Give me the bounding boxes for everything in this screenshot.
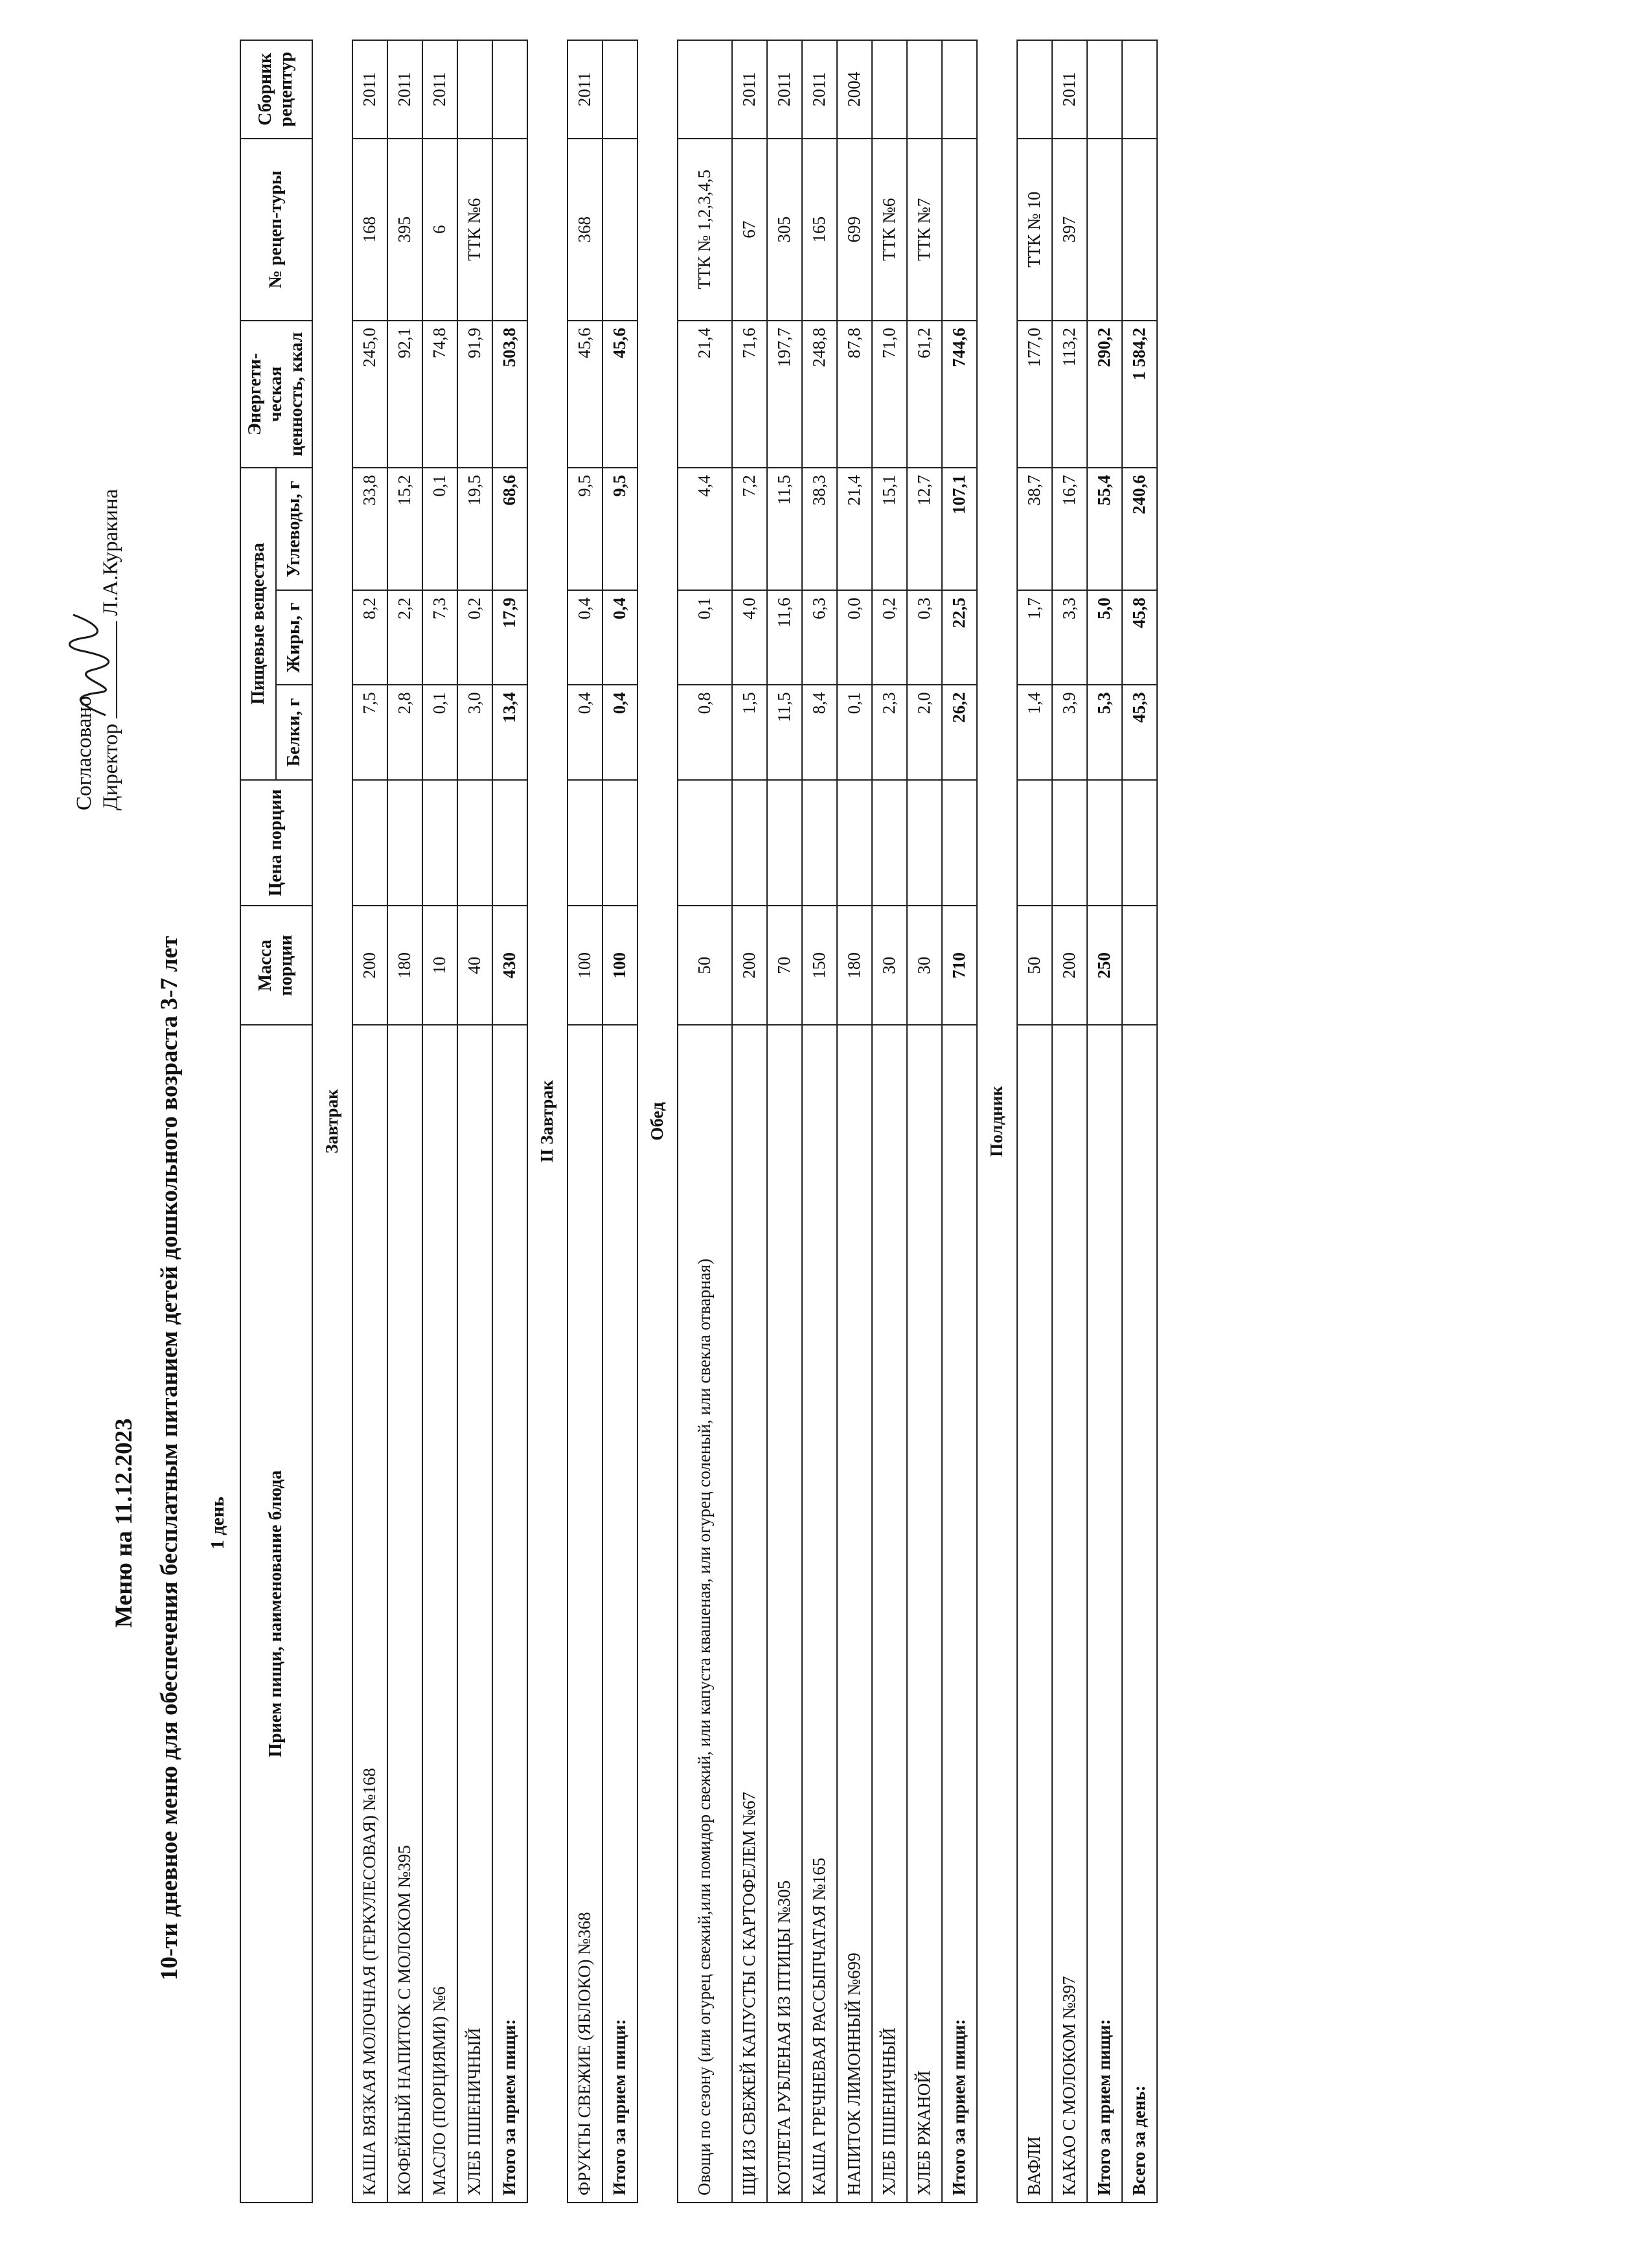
dish-collection: 2011 [1052, 40, 1087, 139]
total-fats: 5,0 [1087, 590, 1122, 685]
dish-collection: 2011 [767, 40, 802, 139]
signature-line [99, 621, 117, 718]
dish-price [422, 780, 457, 906]
dish-name: ЩИ ИЗ СВЕЖЕЙ КАПУСТЫ С КАРТОФЕЛЕМ №67 [732, 1025, 767, 2203]
approval-agreed: Согласовано [73, 696, 96, 810]
dish-carbs: 15,1 [872, 468, 907, 590]
total-proteins: 5,3 [1087, 685, 1122, 779]
dish-price [802, 780, 837, 906]
dish-price [457, 780, 492, 906]
dish-energy: 21,4 [678, 321, 732, 468]
dish-recipe: 168 [352, 139, 387, 321]
dish-collection [1017, 40, 1052, 139]
director-name: Л.А.Куракина [99, 488, 123, 616]
total-row [602, 40, 637, 2203]
table-row [802, 40, 837, 2203]
total-price [1087, 780, 1122, 906]
approval-director-line [98, 227, 124, 810]
dish-carbs: 4,4 [678, 468, 732, 590]
dish-price [907, 780, 942, 906]
dish-energy: 71,6 [732, 321, 767, 468]
total-price [602, 780, 637, 906]
dish-fats: 0,2 [457, 590, 492, 685]
col-price: Цена порции [240, 780, 312, 906]
dish-energy: 248,8 [802, 321, 837, 468]
col-collection: Сборник рецептур [240, 40, 312, 139]
table-row [352, 40, 387, 2203]
table-row [457, 40, 492, 2203]
total-row [1087, 40, 1122, 2203]
dish-energy: 91,9 [457, 321, 492, 468]
total-recipe [942, 139, 977, 321]
dish-fats: 0,2 [872, 590, 907, 685]
dish-name: ХЛЕБ ПШЕНИЧНЫЙ [457, 1025, 492, 2203]
dish-collection [907, 40, 942, 139]
dish-price [1017, 780, 1052, 906]
dish-carbs: 38,3 [802, 468, 837, 590]
total-carbs: 107,1 [942, 468, 977, 590]
day-total-carbs: 240,6 [1122, 468, 1157, 590]
dish-name: ВАФЛИ [1017, 1025, 1052, 2203]
total-collection [942, 40, 977, 139]
dish-proteins: 0,8 [678, 685, 732, 779]
dish-name: КОФЕЙНЫЙ НАПИТОК С МОЛОКОМ №395 [387, 1025, 422, 2203]
dish-mass: 200 [732, 906, 767, 1025]
dish-proteins: 0,1 [837, 685, 872, 779]
table-row [872, 40, 907, 2203]
dish-recipe: 67 [732, 139, 767, 321]
dish-price [872, 780, 907, 906]
dish-carbs: 12,7 [907, 468, 942, 590]
dish-energy: 197,7 [767, 321, 802, 468]
dish-collection [872, 40, 907, 139]
total-proteins: 0,4 [602, 685, 637, 779]
dish-carbs: 21,4 [837, 468, 872, 590]
total-fats: 22,5 [942, 590, 977, 685]
total-label: Итого за прием пищи: [602, 1025, 637, 2203]
dish-energy: 74,8 [422, 321, 457, 468]
approval-block [71, 227, 125, 810]
dish-recipe: 165 [802, 139, 837, 321]
section-title: Полдник [977, 40, 1017, 2203]
dish-proteins: 2,0 [907, 685, 942, 779]
table-row [1052, 40, 1087, 2203]
dish-recipe: 305 [767, 139, 802, 321]
total-label: Итого за прием пищи: [492, 1025, 527, 2203]
total-recipe [1087, 139, 1122, 321]
table-row [1017, 40, 1052, 2203]
dish-carbs: 0,1 [422, 468, 457, 590]
dish-mass: 180 [837, 906, 872, 1025]
col-proteins: Белки, г [276, 685, 312, 779]
total-row [942, 40, 977, 2203]
total-proteins: 26,2 [942, 685, 977, 779]
menu-table [240, 40, 1158, 2203]
col-fats: Жиры, г [276, 590, 312, 685]
dish-price [352, 780, 387, 906]
dish-carbs: 7,2 [732, 468, 767, 590]
dish-mass: 40 [457, 906, 492, 1025]
dish-name: МАСЛО (ПОРЦИЯМИ) №6 [422, 1025, 457, 2203]
dish-collection: 2011 [568, 40, 602, 139]
dish-collection: 2011 [732, 40, 767, 139]
dish-fats: 2,2 [387, 590, 422, 685]
section-row [637, 40, 678, 2203]
day-total-mass [1122, 906, 1157, 1025]
dish-proteins: 0,4 [568, 685, 602, 779]
dish-recipe: 6 [422, 139, 457, 321]
section-row [977, 40, 1017, 2203]
dish-price [1052, 780, 1087, 906]
dish-collection [678, 40, 732, 139]
dish-fats: 7,3 [422, 590, 457, 685]
dish-proteins: 0,1 [422, 685, 457, 779]
dish-fats: 0,4 [568, 590, 602, 685]
dish-collection [457, 40, 492, 139]
dish-proteins: 8,4 [802, 685, 837, 779]
dish-fats: 0,3 [907, 590, 942, 685]
dish-energy: 92,1 [387, 321, 422, 468]
col-nutrients: Пищевые вещества [240, 468, 276, 779]
total-carbs: 9,5 [602, 468, 637, 590]
dish-name: Овощи по сезону (или огурец свежий,или помидор свежий, или капуста квашеная, или огурец соленый, или свекла отварная) [678, 1025, 732, 2203]
table-row [837, 40, 872, 2203]
dish-name: КАША ВЯЗКАЯ МОЛОЧНАЯ (ГЕРКУЛЕСОВАЯ) №168 [352, 1025, 387, 2203]
dish-name: КАКАО С МОЛОКОМ №397 [1052, 1025, 1087, 2203]
table-row [568, 40, 602, 2203]
director-label: Директор [99, 724, 123, 810]
day-total-energy: 1 584,2 [1122, 321, 1157, 468]
header-row [240, 40, 276, 2203]
total-energy: 503,8 [492, 321, 527, 468]
dish-carbs: 15,2 [387, 468, 422, 590]
dish-energy: 71,0 [872, 321, 907, 468]
day-total-collection [1122, 40, 1157, 139]
total-label: Итого за прием пищи: [1087, 1025, 1122, 2203]
dish-mass: 50 [678, 906, 732, 1025]
total-row [492, 40, 527, 2203]
day-total-proteins: 45,3 [1122, 685, 1157, 779]
menu-title: Меню на 11.12.2023 [111, 1418, 137, 1628]
dish-fats: 3,3 [1052, 590, 1087, 685]
dish-fats: 1,7 [1017, 590, 1052, 685]
total-fats: 17,9 [492, 590, 527, 685]
col-recipe: № рецеп-туры [240, 139, 312, 321]
dish-recipe: 395 [387, 139, 422, 321]
total-mass: 710 [942, 906, 977, 1025]
dish-name: КАША ГРЕЧНЕВАЯ РАССЫПЧАТАЯ №165 [802, 1025, 837, 2203]
dish-price [387, 780, 422, 906]
section-title: Завтрак [312, 40, 352, 2203]
dish-mass: 30 [872, 906, 907, 1025]
dish-energy: 245,0 [352, 321, 387, 468]
dish-energy: 87,8 [837, 321, 872, 468]
dish-price [837, 780, 872, 906]
dish-energy: 113,2 [1052, 321, 1087, 468]
dish-recipe: ТТК №6 [872, 139, 907, 321]
day-label: 1 день [207, 1496, 228, 1550]
menu-subtitle: 10-ти дневное меню для обеспечения бесплатным питанием детей дошкольного возраста 3-7 лет [156, 935, 183, 1981]
dish-collection: 2011 [352, 40, 387, 139]
dish-energy: 61,2 [907, 321, 942, 468]
dish-fats: 6,3 [802, 590, 837, 685]
dish-proteins: 3,9 [1052, 685, 1087, 779]
dish-collection: 2004 [837, 40, 872, 139]
dish-price [678, 780, 732, 906]
dish-fats: 4,0 [732, 590, 767, 685]
total-mass: 250 [1087, 906, 1122, 1025]
total-collection [602, 40, 637, 139]
dish-price [568, 780, 602, 906]
total-collection [492, 40, 527, 139]
total-energy: 45,6 [602, 321, 637, 468]
dish-proteins: 7,5 [352, 685, 387, 779]
dish-carbs: 11,5 [767, 468, 802, 590]
dish-recipe: 699 [837, 139, 872, 321]
dish-carbs: 19,5 [457, 468, 492, 590]
dish-mass: 200 [1052, 906, 1087, 1025]
dish-carbs: 16,7 [1052, 468, 1087, 590]
total-label: Итого за прием пищи: [942, 1025, 977, 2203]
table-row [907, 40, 942, 2203]
col-meal: Прием пищи, наименование блюда [240, 1025, 312, 2203]
total-energy: 290,2 [1087, 321, 1122, 468]
section-title: Обед [637, 40, 678, 2203]
day-total-recipe [1122, 139, 1157, 321]
dish-mass: 30 [907, 906, 942, 1025]
dish-proteins: 1,5 [732, 685, 767, 779]
dish-recipe: 397 [1052, 139, 1087, 321]
dish-mass: 10 [422, 906, 457, 1025]
col-energy: Энергети-ческая ценность, ккал [240, 321, 312, 468]
dish-recipe: ТТК № 10 [1017, 139, 1052, 321]
total-fats: 0,4 [602, 590, 637, 685]
dish-mass: 200 [352, 906, 387, 1025]
table-row [767, 40, 802, 2203]
dish-mass: 50 [1017, 906, 1052, 1025]
table-row [732, 40, 767, 2203]
dish-name: ФРУКТЫ СВЕЖИЕ (ЯБЛОКО) №368 [568, 1025, 602, 2203]
dish-collection: 2011 [802, 40, 837, 139]
table-row [387, 40, 422, 2203]
dish-mass: 150 [802, 906, 837, 1025]
day-total-fats: 45,8 [1122, 590, 1157, 685]
dish-fats: 0,1 [678, 590, 732, 685]
section-row [527, 40, 568, 2203]
dish-mass: 70 [767, 906, 802, 1025]
dish-price [732, 780, 767, 906]
total-price [492, 780, 527, 906]
dish-name: КОТЛЕТА РУБЛЕНАЯ ИЗ ПТИЦЫ №305 [767, 1025, 802, 2203]
total-collection [1087, 40, 1122, 139]
dish-name: ХЛЕБ РЖАНОЙ [907, 1025, 942, 2203]
table-row [422, 40, 457, 2203]
col-carbs: Углеводы, г [276, 468, 312, 590]
dish-carbs: 9,5 [568, 468, 602, 590]
day-total-price [1122, 780, 1157, 906]
signature-icon [60, 612, 119, 722]
dish-proteins: 2,3 [872, 685, 907, 779]
dish-recipe: ТТК № 1,2,3,4,5 [678, 139, 732, 321]
dish-price [767, 780, 802, 906]
dish-collection: 2011 [422, 40, 457, 139]
total-recipe [602, 139, 637, 321]
day-total-row [1122, 40, 1157, 2203]
col-mass: Масса порции [240, 906, 312, 1025]
dish-fats: 0,0 [837, 590, 872, 685]
section-title: II Завтрак [527, 40, 568, 2203]
total-recipe [492, 139, 527, 321]
dish-energy: 177,0 [1017, 321, 1052, 468]
total-energy: 744,6 [942, 321, 977, 468]
dish-carbs: 33,8 [352, 468, 387, 590]
dish-proteins: 11,5 [767, 685, 802, 779]
dish-energy: 45,6 [568, 321, 602, 468]
dish-proteins: 2,8 [387, 685, 422, 779]
dish-recipe: ТТК №6 [457, 139, 492, 321]
dish-fats: 8,2 [352, 590, 387, 685]
total-proteins: 13,4 [492, 685, 527, 779]
total-carbs: 68,6 [492, 468, 527, 590]
dish-name: ХЛЕБ ПШЕНИЧНЫЙ [872, 1025, 907, 2203]
day-total-label: Всего за день: [1122, 1025, 1157, 2203]
total-price [942, 780, 977, 906]
table-row [678, 40, 732, 2203]
dish-carbs: 38,7 [1017, 468, 1052, 590]
dish-proteins: 1,4 [1017, 685, 1052, 779]
dish-proteins: 3,0 [457, 685, 492, 779]
dish-name: НАПИТОК ЛИМОННЫЙ №699 [837, 1025, 872, 2203]
dish-collection: 2011 [387, 40, 422, 139]
dish-mass: 180 [387, 906, 422, 1025]
section-row [312, 40, 352, 2203]
dish-mass: 100 [568, 906, 602, 1025]
dish-fats: 11,6 [767, 590, 802, 685]
total-mass: 100 [602, 906, 637, 1025]
total-carbs: 55,4 [1087, 468, 1122, 590]
dish-recipe: ТТК №7 [907, 139, 942, 321]
dish-recipe: 368 [568, 139, 602, 321]
total-mass: 430 [492, 906, 527, 1025]
